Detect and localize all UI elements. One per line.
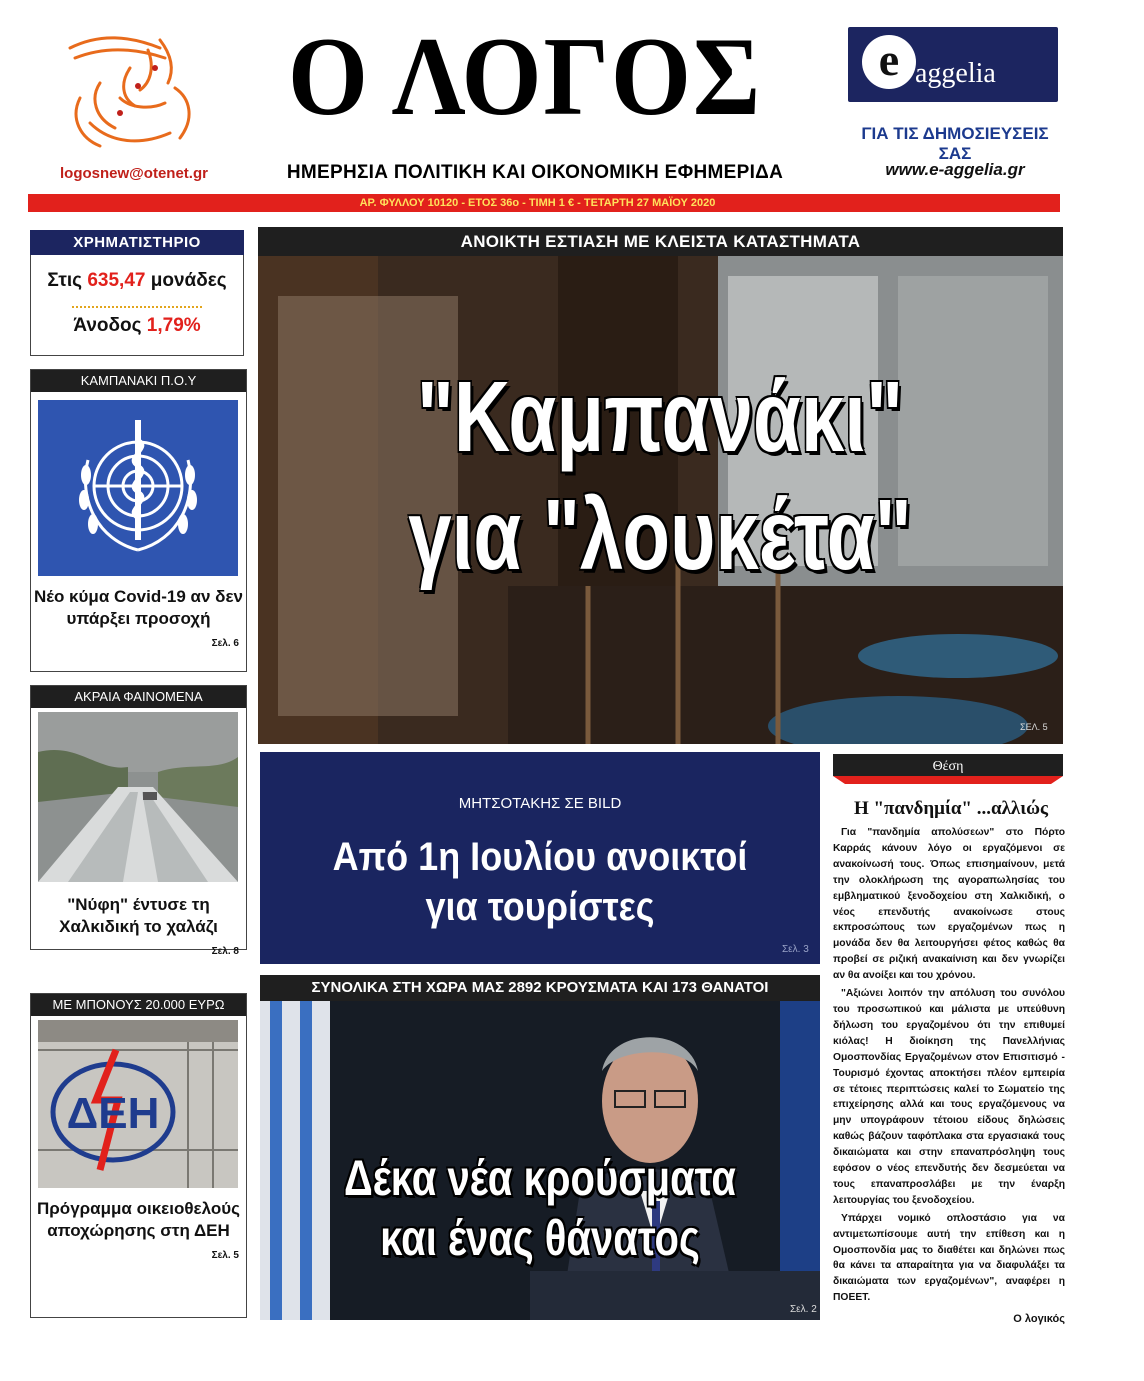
stock-index-prefix: Στις <box>47 270 83 291</box>
hail-road-photo <box>38 712 238 882</box>
opinion-paragraph: Για "πανδημία απολύσεων" στο Πόρτο Καρράς κάνουν λόγο οι εργαζόμενοι σε ανακοίνωσή τους. Όπως επισημαίνουν, μετά την ολοκλήρωση της αγοραπωλησίας του εμβληματικού ξενοδοχείου στη Χαλκιδική, ο νέος επενδυτής ανακοίνωσε στους εκπροσώπους των εργαζομένων πως η μονάδα δεν θα λειτουργήσει φέτος καθώς θα προβεί σε ριζική ανακαίνιση και δεν γνωρίζει αν θα ανοίξει και του χρόνου. <box>833 827 1065 982</box>
opinion-tab-label: Θέση <box>932 759 964 774</box>
deh-story-page: Σελ. 5 <box>211 1250 239 1261</box>
stock-index-value: 635,47 <box>87 270 146 291</box>
deh-logo-text: ΔΕΗ <box>66 1089 160 1138</box>
weather-story-page: Σελ. 8 <box>211 946 239 957</box>
opinion-signature: Ο λογικός <box>1013 1313 1065 1325</box>
stock-market-header: ΧΡΗΜΑΤΙΣΤΗΡΙΟ <box>30 230 244 255</box>
stock-change-prefix: Άνοδος <box>73 315 142 336</box>
deh-story-caption <box>30 1198 247 1267</box>
stock-divider <box>72 306 202 308</box>
covid-story-page: Σελ. 2 <box>790 1304 817 1315</box>
contact-email[interactable]: logosnew@otenet.gr <box>60 165 208 182</box>
eaggelia-tagline: ΓΙΑ ΤΙΣ ΔΗΜΟΣΙΕΥΣΕΙΣ ΣΑΣ <box>861 124 1049 163</box>
who-story-caption <box>30 586 247 655</box>
eaggelia-url[interactable]: www.e-aggelia.gr <box>885 160 1025 179</box>
weather-story-headline: "Νύφη" έντυσε τη Χαλκιδική το χαλάζι <box>59 895 218 936</box>
stock-change-value: 1,79% <box>146 315 201 336</box>
who-story-kicker: ΚΑΜΠΑΝΑΚΙ Π.Ο.Υ <box>31 370 246 392</box>
lead-headline-line1: "Καμπανάκι" <box>416 361 904 473</box>
lead-story-headline[interactable] <box>348 358 972 594</box>
opinion-paragraph: "Αξιώνει λοιπόν την απόλυση του συνόλου του προσωπικού και μάλιστα με υπεύθυνη δήλωση του εργαζομένου ότι την επιθυμεί κιόλας! Η διοίκηση της Πανελλήνιας Ομοσπονδίας Εργαζομένων στον Επισιτισμό - Τουρισμό έχοντας αποκτήσει πλέον εμπειρία σε τέτοιες περιπτώσεις καλεί το Σωματείο της επιχείρησης αλλά και τους εργαζόμενους να μην υπογράφουν τέτοιου είδους δηλώσεις καθώς βάζουν ταφόπλακα στα εργασιακά τους δικαιώματα και στην επαναπρόσληψη τους εφόσον ο νέος επενδυτής δεν δεσμεύεται να τους επαναπροσλάβει με την έναρξη λειτουργίας του ξενοδοχείου. <box>833 988 1065 1206</box>
opinion-headline: Η "πανδημία" ...αλλιώς <box>853 798 1049 819</box>
newspaper-emblem-icon <box>60 28 210 158</box>
covid-story-kicker: ΣΥΝΟΛΙΚΑ ΣΤΗ ΧΩΡΑ ΜΑΣ 2892 ΚΡΟΥΣΜΑΤΑ ΚΑΙ 173 ΘΑΝΑΤΟΙ <box>260 975 820 1001</box>
stock-index-line <box>30 270 244 292</box>
lead-headline-line2: για "λουκέτα" <box>408 479 912 591</box>
tourism-headline-line1: Από 1η Ιουλίου ανοικτοί <box>332 835 748 879</box>
who-emblem-icon <box>38 400 238 576</box>
opinion-section-tab <box>833 754 1063 784</box>
eaggelia-logo-word: aggelia <box>915 58 996 89</box>
who-story-page: Σελ. 6 <box>211 638 239 649</box>
opinion-paragraph: Υπάρχει νομικό οπλοστάσιο για να αντιμετωπίσουμε αυτή την επίθεση και η Ομοσπονδία μας το διαθέτει και δηλώνει πως θα κάνει τα απαραίτητα για να διαφυλάξει τα δικαιώματα των εργαζομένων", αναφέρει η ΠΟΕΕΤ. <box>833 1212 1065 1304</box>
covid-headline-line1: Δέκα νέα κρούσματα <box>343 1150 736 1206</box>
deh-story-kicker: ΜΕ ΜΠΟΝΟΥΣ 20.000 ΕΥΡΩ <box>31 994 246 1016</box>
lead-story-kicker: ΑΝΟΙΚΤΗ ΕΣΤΙΑΣΗ ΜΕ ΚΛΕΙΣΤΑ ΚΑΤΑΣΤΗΜΑΤΑ <box>258 227 1063 256</box>
deh-story-headline: Πρόγραμμα οικειοθελούς αποχώρησης στη ΔΕΗ <box>37 1199 240 1240</box>
newspaper-subtitle: ΗΜΕΡΗΣΙΑ ΠΟΛΙΤΙΚΗ ΚΑΙ ΟΙΚΟΝΟΜΙΚΗ ΕΦΗΜΕΡΙΔΑ <box>286 162 784 183</box>
opinion-body <box>833 825 1065 1308</box>
tourism-story-page: Σελ. 3 <box>782 944 809 955</box>
tourism-story-kicker: ΜΗΤΣΟΤΑΚΗΣ ΣΕ BILD <box>458 795 622 812</box>
deh-building-photo <box>38 1020 238 1188</box>
issue-line: ΑΡ. ΦΥΛΛΟΥ 10120 - ΕΤΟΣ 36ο - ΤΙΜΗ 1 € - ΤΕΤΑΡΤΗ 27 ΜΑΪΟΥ 2020 <box>359 197 716 209</box>
covid-story-headline <box>318 1148 763 1268</box>
stock-index-suffix: μονάδες <box>150 270 227 291</box>
tourism-story-headline <box>288 832 792 932</box>
deh-logo-icon <box>38 1020 238 1188</box>
stock-change-line <box>30 315 244 337</box>
weather-story-caption <box>30 894 247 963</box>
newspaper-title: Ο ΛΟΓΟΣ <box>287 15 763 139</box>
covid-headline-line2: και ένας θάνατος <box>380 1210 700 1266</box>
lead-story-page: ΣΕΛ. 5 <box>1020 722 1048 732</box>
eaggelia-logo-icon: e <box>862 35 916 89</box>
weather-story-kicker: ΑΚΡΑΙΑ ΦΑΙΝΟΜΕΝΑ <box>31 686 246 708</box>
who-story-headline: Νέο κύμα Covid-19 αν δεν υπάρξει προσοχή <box>34 587 243 628</box>
tourism-headline-line2: για τουρίστες <box>425 885 655 929</box>
